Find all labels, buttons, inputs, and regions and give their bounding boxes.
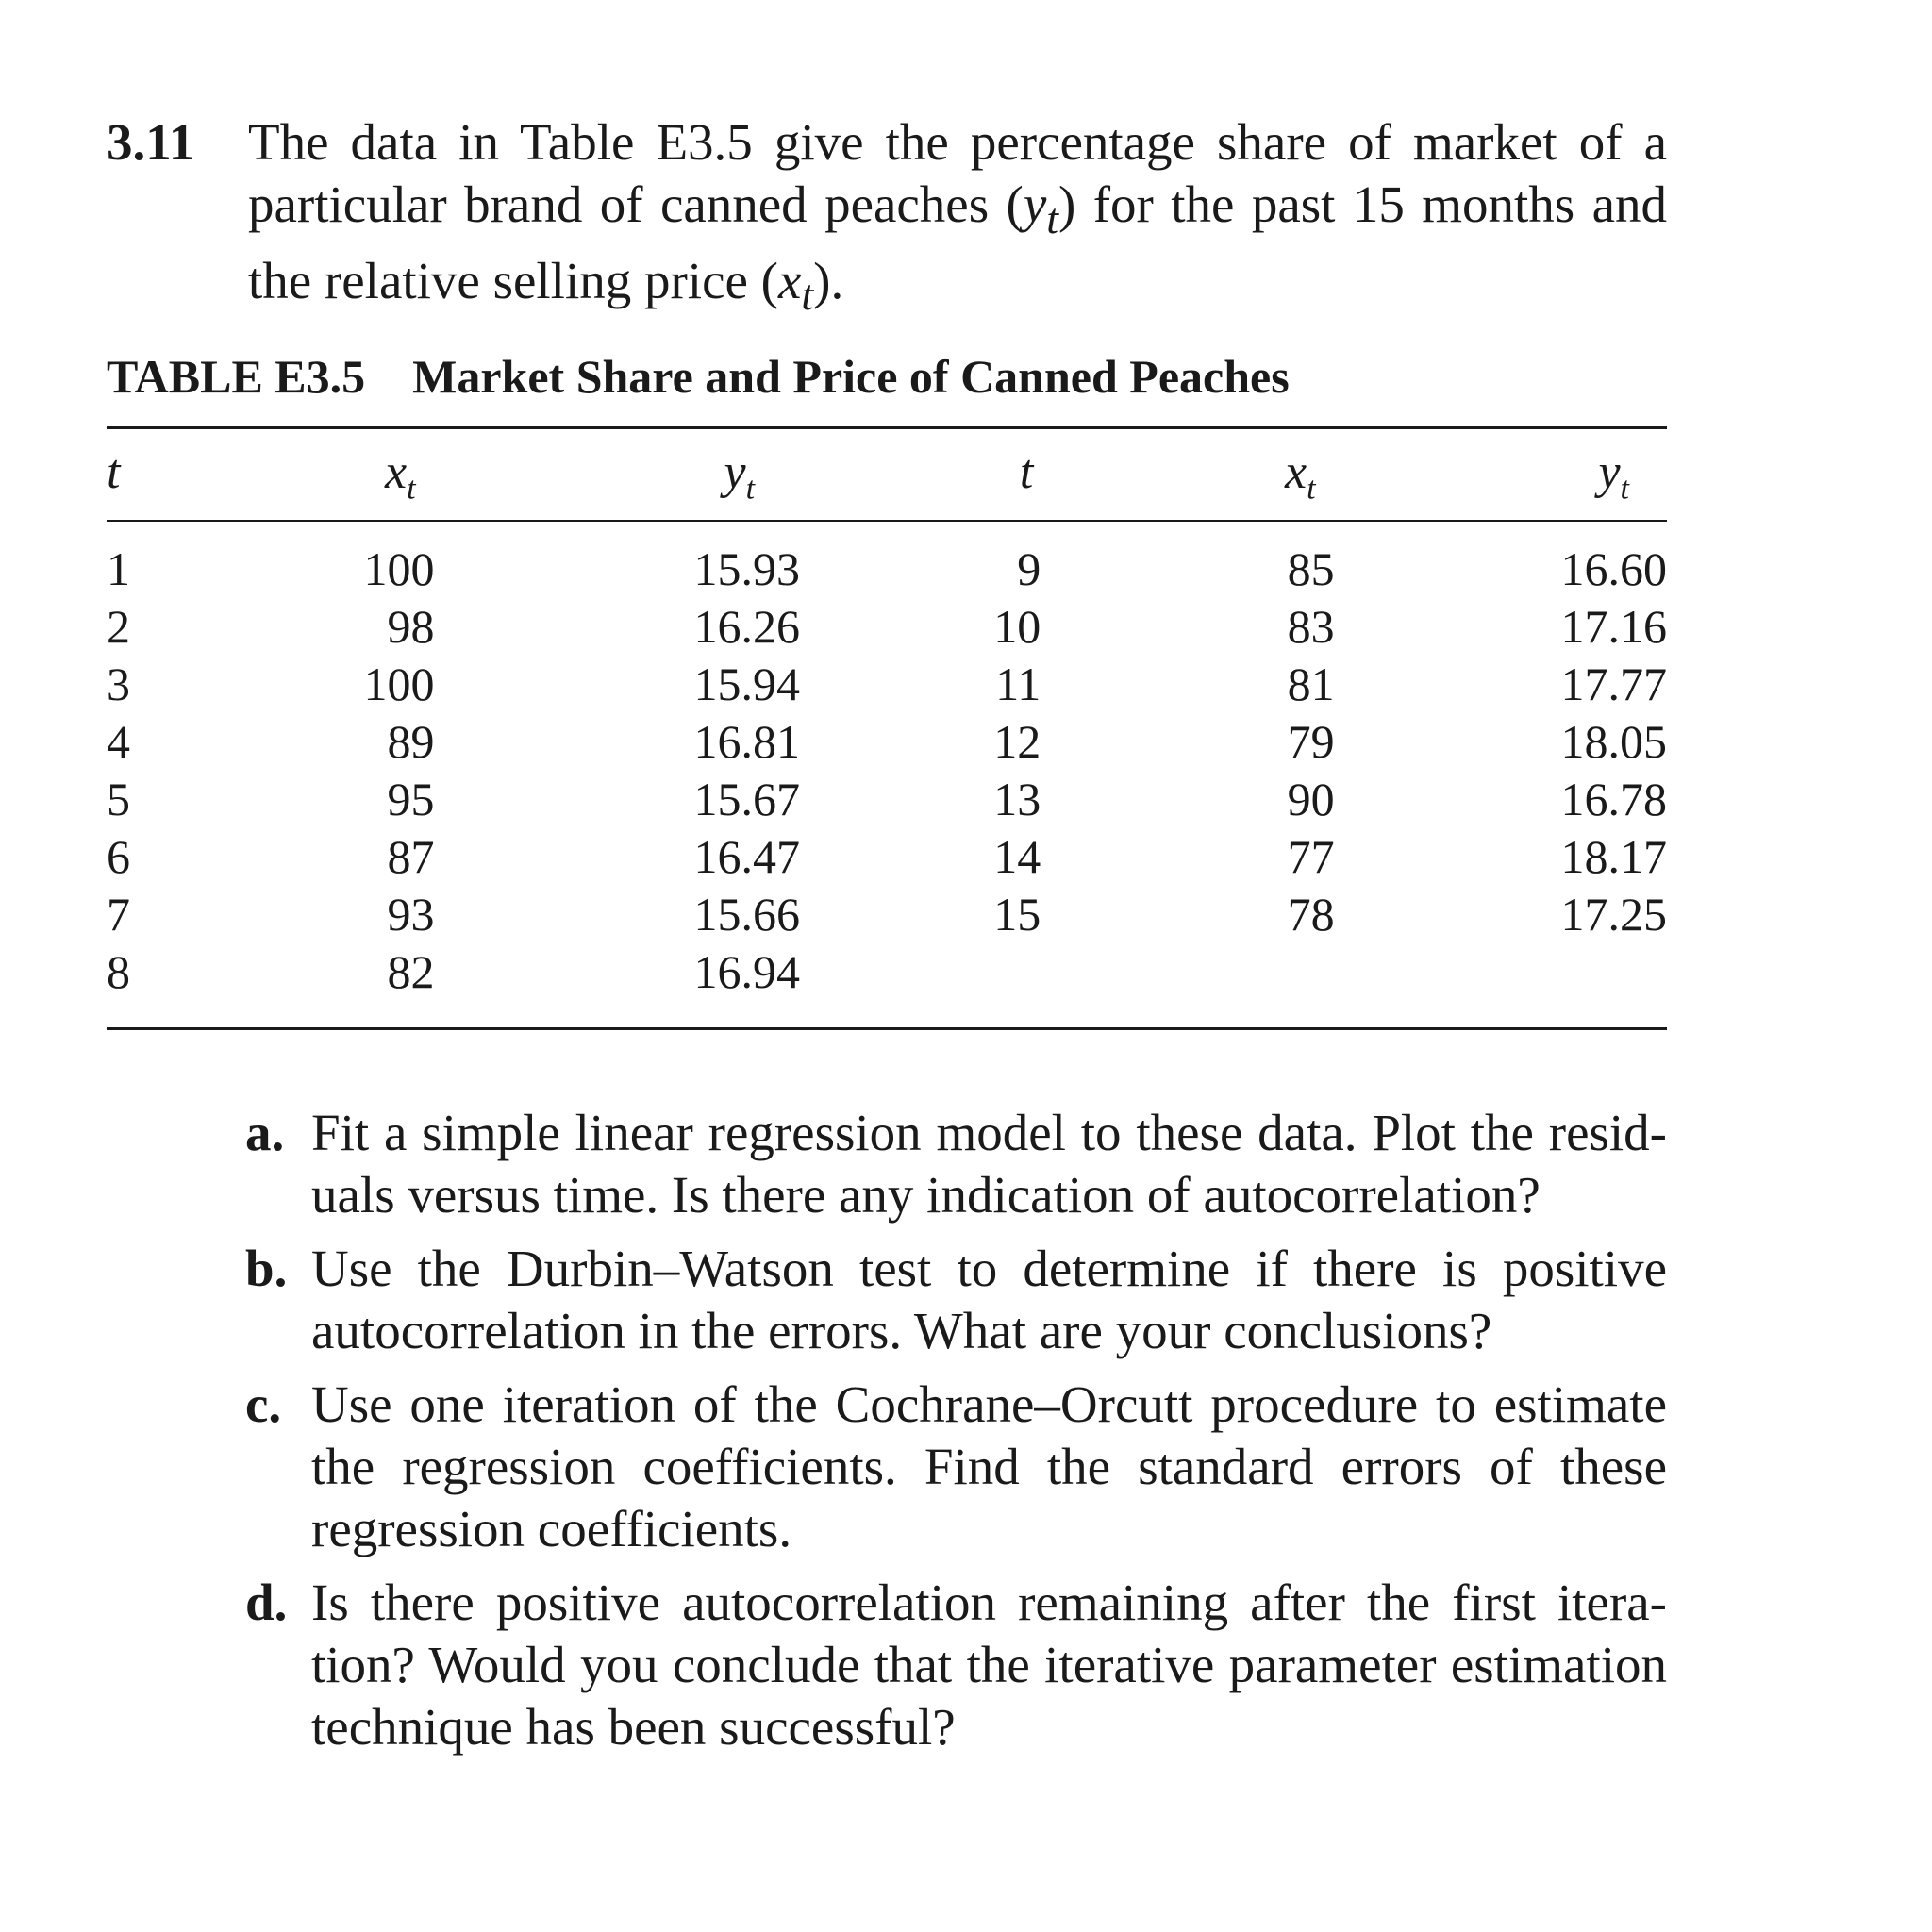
- table-row: [107, 885, 1667, 942]
- table-cell: 12: [993, 714, 1041, 768]
- y-subscript: t: [1046, 194, 1058, 242]
- table-cell: 5: [107, 772, 130, 825]
- table-cell: 77: [1287, 829, 1335, 883]
- table-row: [107, 655, 1667, 712]
- table-cell: 11: [995, 657, 1041, 710]
- table-caption-title: Market Share and Price of Canned Peaches: [412, 350, 1290, 403]
- table-cell: 90: [1287, 772, 1335, 825]
- column-header: $x_t$: [1285, 444, 1316, 507]
- table-cell: 17.16: [1560, 599, 1667, 653]
- table-cell: 18.17: [1560, 829, 1667, 883]
- table-cell: 15.93: [693, 541, 801, 595]
- table-cell: 100: [363, 541, 435, 595]
- table-cell: 93: [387, 887, 435, 941]
- table-cell: [1335, 942, 1667, 1000]
- table-cell: 95: [387, 772, 435, 825]
- table-cell: 18.05: [1560, 714, 1667, 768]
- column-header: $x_t$: [385, 444, 416, 507]
- table-cell: 16.60: [1560, 541, 1667, 595]
- table-cell: 8: [107, 944, 130, 998]
- table-cell: 15: [993, 887, 1041, 941]
- column-header: $y_t$: [724, 444, 756, 507]
- table-cell: 16.81: [693, 714, 801, 768]
- table-row: [107, 942, 1667, 1000]
- column-header: t: [107, 444, 121, 499]
- table-cell: 16.78: [1560, 772, 1667, 825]
- table-cell: 6: [107, 829, 130, 883]
- table-cell: 89: [387, 714, 435, 768]
- table-cell: 79: [1287, 714, 1335, 768]
- problem-text-part1: The data in Table E3.5 give the percentage share of market of a particular brand of canned peaches (: [248, 113, 1667, 233]
- part-text: Fit a simple linear regression model to these data. Plot the resid-uals versus time. Is there any indication of autocorrelation?: [311, 1104, 1667, 1224]
- part-letter: d.: [245, 1574, 288, 1631]
- table-bottom-rule: [107, 1027, 1667, 1030]
- table-cell: 16.47: [693, 829, 801, 883]
- table-cell: 1: [107, 541, 130, 595]
- table-row: [107, 827, 1667, 885]
- question-part-a: [245, 1102, 1667, 1226]
- part-letter: b.: [245, 1240, 288, 1297]
- problem-number: 3.11: [107, 113, 195, 171]
- table-cell: [1041, 942, 1334, 1000]
- problem-statement: [107, 111, 1667, 326]
- table-cell: 98: [387, 599, 435, 653]
- part-letter: c.: [245, 1375, 282, 1433]
- part-text: Use the Durbin–Watson test to determine if there is positive autocorrelation in the errors. What are your conclusions?: [311, 1240, 1667, 1359]
- table-cell: 10: [993, 599, 1041, 653]
- table-cell: 87: [387, 829, 435, 883]
- table-cell: 14: [993, 829, 1041, 883]
- table-cell: 16.94: [693, 944, 801, 998]
- table-cell: 78: [1287, 887, 1335, 941]
- table-cell: 15.94: [693, 657, 801, 710]
- problem-text-part3: ).: [813, 252, 844, 309]
- table-cell: 2: [107, 599, 130, 653]
- data-table: [107, 434, 1667, 1000]
- table-cell: 81: [1287, 657, 1335, 710]
- problem-text: [248, 111, 1667, 326]
- table-cell: 16.26: [693, 599, 801, 653]
- question-parts: [245, 1102, 1667, 1770]
- x-variable: x: [777, 252, 802, 309]
- table-cell: 9: [1017, 541, 1041, 595]
- part-text: Is there positive autocorrelation remaining after the first itera-tion? Would you conclude that the iterative parameter estimation technique has been successful?: [311, 1574, 1667, 1756]
- column-header: $y_t$: [1598, 444, 1629, 507]
- table-cell: 85: [1287, 541, 1335, 595]
- table-cell: 15.67: [693, 772, 801, 825]
- table-cell: 17.77: [1560, 657, 1667, 710]
- table-cell: 82: [387, 944, 435, 998]
- table-caption: [107, 349, 1290, 404]
- question-part-b: [245, 1238, 1667, 1362]
- table-cell: 83: [1287, 599, 1335, 653]
- problem-text-part2: ) for the past 15 months and the relative selling price (: [248, 175, 1667, 309]
- table-row: [107, 770, 1667, 827]
- part-letter: a.: [245, 1104, 285, 1161]
- table-row: [107, 523, 1667, 597]
- table-cell: 15.66: [693, 887, 801, 941]
- table-row: [107, 712, 1667, 770]
- y-variable: y: [1023, 175, 1047, 233]
- column-header: t: [1019, 444, 1034, 499]
- table-cell: [800, 942, 1041, 1000]
- table-caption-label: TABLE E3.5: [107, 350, 366, 403]
- table-cell: 7: [107, 887, 130, 941]
- question-part-c: [245, 1374, 1667, 1560]
- table-top-rule: [107, 426, 1667, 429]
- table-row: [107, 597, 1667, 655]
- part-text: Use one iteration of the Cochrane–Orcutt procedure to estimate the regression coefficients. Find the standard errors of these regression coefficients.: [311, 1375, 1667, 1557]
- table-cell: 13: [993, 772, 1041, 825]
- x-subscript: t: [801, 271, 814, 319]
- question-part-d: [245, 1572, 1667, 1758]
- table-cell: 3: [107, 657, 130, 710]
- table-cell: 100: [363, 657, 435, 710]
- table-cell: 4: [107, 714, 130, 768]
- table-cell: 17.25: [1560, 887, 1667, 941]
- table-header-row: [107, 434, 1667, 523]
